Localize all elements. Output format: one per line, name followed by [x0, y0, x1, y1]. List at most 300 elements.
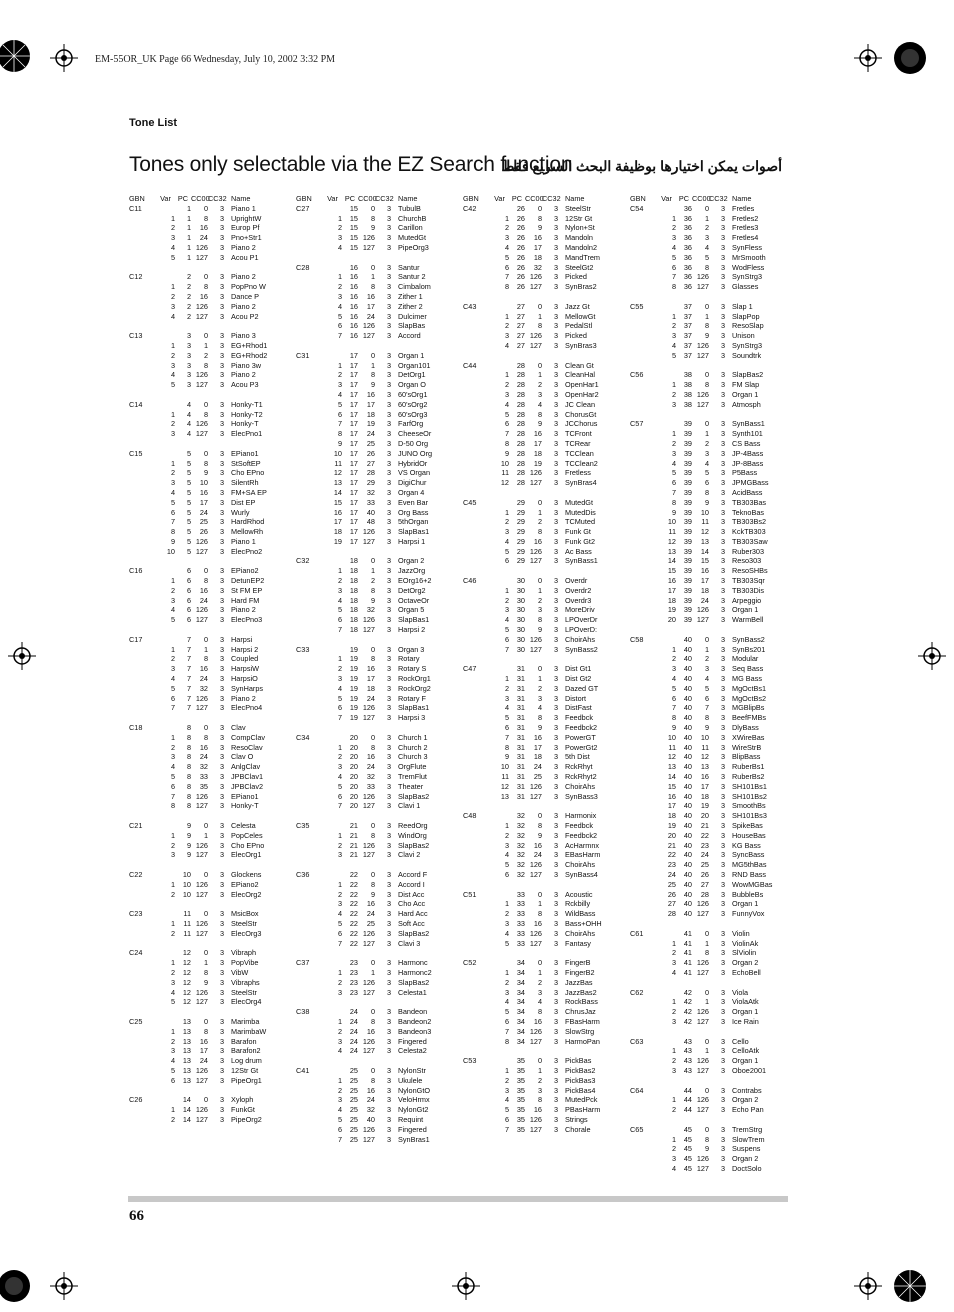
pc-cell: 40: [683, 801, 692, 811]
gbn-cell: C38: [296, 1007, 310, 1017]
pc-cell: 22: [349, 909, 358, 919]
name-cell: Glasses: [732, 282, 759, 292]
gbn-cell: [463, 390, 490, 400]
pc-cell: 19: [349, 713, 358, 723]
pc-cell: 29: [516, 546, 525, 556]
tone-row: [463, 909, 623, 919]
var-cell: 1: [337, 360, 342, 370]
pc-cell: 22: [349, 869, 358, 879]
gbn-cell: [463, 478, 490, 488]
var-cell: 3: [671, 958, 676, 968]
tone-row: [630, 929, 790, 939]
cc00-cell: 126: [195, 840, 208, 850]
name-cell: Organ 1: [398, 350, 425, 360]
gbn-cell: [630, 498, 657, 508]
pc-cell: 28: [516, 448, 525, 458]
gbn-cell: C53: [463, 1056, 477, 1066]
gbn-cell: [463, 743, 490, 753]
name-cell: ResoSHBs: [732, 566, 768, 576]
pc-cell: 34: [516, 977, 525, 987]
pc-cell: 35: [516, 1105, 525, 1115]
gbn-cell: [296, 1095, 323, 1105]
gbn-cell: [630, 253, 657, 263]
pc-cell: 36: [683, 262, 692, 272]
gbn-cell: [129, 645, 156, 655]
pc-cell: 28: [516, 380, 525, 390]
cc00-cell: 126: [362, 977, 375, 987]
pc-cell: 30: [516, 644, 525, 654]
tone-row: [463, 370, 623, 380]
cc00-cell: 126: [529, 781, 542, 791]
gbn-cell: [630, 1135, 657, 1145]
gbn-cell: [463, 517, 490, 527]
var-cell: 1: [504, 585, 509, 595]
pc-cell: 37: [683, 350, 692, 360]
cc32-cell: 3: [553, 830, 558, 840]
cc32-cell: 3: [219, 527, 224, 537]
gbn-cell: [129, 380, 156, 390]
cc00-cell: 127: [195, 546, 208, 556]
pc-cell: 36: [683, 272, 692, 282]
cc00-cell: 127: [696, 282, 709, 292]
pc-cell: 40: [683, 634, 692, 644]
gbn-cell: C58: [630, 634, 644, 644]
pc-cell: 5: [186, 448, 191, 458]
name-cell: ChurchB: [398, 213, 427, 223]
cc32-cell: 3: [386, 938, 391, 948]
var-cell: 11: [668, 527, 676, 537]
name-cell: Rotary S: [398, 664, 427, 674]
var-cell: 6: [170, 781, 175, 791]
var-cell: [156, 400, 175, 410]
tone-row: [630, 752, 790, 762]
var-cell: 16: [667, 576, 676, 586]
cc32-cell: 3: [720, 546, 725, 556]
var-cell: 1: [504, 674, 509, 684]
tone-row: [129, 762, 289, 772]
pc-cell: 24: [349, 1026, 358, 1036]
gbn-cell: [630, 841, 657, 851]
gbn-cell: [296, 713, 323, 723]
cc00-cell: 8: [537, 527, 542, 537]
var-cell: 5: [504, 546, 509, 556]
tone-row: [630, 566, 790, 576]
cc00-cell: 126: [696, 899, 709, 909]
cc00-cell: 8: [537, 213, 542, 223]
name-cell: AnlgClav: [231, 762, 261, 772]
var-cell: 1: [170, 576, 175, 586]
cc00-cell: 11: [701, 517, 709, 527]
name-cell: Wurly: [231, 507, 250, 517]
var-cell: 17: [667, 801, 676, 811]
cc32-cell: 3: [720, 693, 725, 703]
pc-cell: 11: [183, 918, 191, 928]
cc00-cell: 16: [533, 1016, 542, 1026]
cc32-cell: 3: [219, 507, 224, 517]
tone-row: [463, 312, 623, 322]
cc00-cell: 22: [700, 830, 709, 840]
pc-cell: 39: [683, 517, 692, 527]
pc-cell: 16: [349, 262, 358, 272]
cc00-cell: 10: [700, 732, 709, 742]
name-cell: ElecOrg3: [231, 928, 262, 938]
cc00-cell: 0: [370, 1007, 375, 1017]
tone-row: [296, 243, 456, 253]
pc-cell: 29: [516, 517, 525, 527]
name-cell: SH101Bs3: [732, 811, 767, 821]
gbn-cell: [630, 713, 657, 723]
var-cell: 7: [671, 272, 676, 282]
var-cell: 2: [337, 977, 342, 987]
cc00-cell: 126: [362, 1036, 375, 1046]
cc00-cell: 0: [203, 869, 208, 879]
cc00-cell: 1: [537, 585, 542, 595]
var-cell: [156, 723, 175, 733]
name-cell: RockOrg2: [398, 683, 431, 693]
pc-cell: 36: [683, 282, 692, 292]
gbn-cell: [296, 508, 323, 518]
tone-row: [296, 1086, 456, 1096]
name-cell: EPiano2: [231, 566, 259, 576]
cc32-cell: 3: [219, 272, 224, 282]
name-cell: Harpsi: [231, 634, 253, 644]
var-cell: 5: [504, 1105, 509, 1115]
cc32-cell: 3: [553, 399, 558, 409]
tone-row: [463, 919, 623, 929]
column-header-row: [463, 194, 623, 204]
tone-row: [463, 556, 623, 566]
gbn-cell: [463, 400, 490, 410]
pc-cell: 40: [683, 713, 692, 723]
var-cell: 1: [170, 340, 175, 350]
var-cell: 5: [170, 252, 175, 262]
cc00-cell: 126: [362, 321, 375, 331]
gbn-cell: [630, 870, 657, 880]
pc-cell: 7: [186, 664, 191, 674]
gbn-cell: [296, 1027, 323, 1037]
cc32-header: CC32: [208, 194, 227, 203]
pc-cell: 32: [516, 869, 525, 879]
tone-row: [630, 841, 790, 851]
tone-row: [630, 899, 790, 909]
tone-row: [630, 968, 790, 978]
name-cell: RockOrg1: [398, 674, 431, 684]
pc-cell: 40: [683, 683, 692, 693]
gbn-cell: [129, 890, 156, 900]
gbn-cell: C22: [129, 869, 143, 879]
pc-cell: 26: [516, 213, 525, 223]
tone-row: [296, 498, 456, 508]
cc32-cell: 3: [553, 468, 558, 478]
tone-row: [129, 909, 289, 919]
name-cell: SynBs201: [732, 644, 766, 654]
gbn-cell: [129, 762, 156, 772]
tone-row: [630, 341, 790, 351]
cc00-cell: 0: [203, 448, 208, 458]
cc00-cell: 2: [370, 576, 375, 586]
pc-cell: 20: [349, 772, 358, 782]
tone-row: [463, 537, 623, 547]
tone-row: [129, 733, 289, 743]
cc32-cell: 3: [553, 811, 558, 821]
var-cell: 3: [671, 233, 676, 243]
pc-cell: 30: [516, 625, 525, 635]
cc32-cell: 3: [386, 713, 391, 723]
gbn-cell: [296, 850, 323, 860]
pc-cell: 8: [186, 762, 191, 772]
gbn-cell: [630, 703, 657, 713]
cc00-cell: 27: [700, 879, 709, 889]
tone-row: [463, 1076, 623, 1086]
gbn-cell: [296, 762, 323, 772]
pc-cell: 39: [683, 527, 692, 537]
tone-row: [463, 508, 623, 518]
cc00-cell: 3: [537, 389, 542, 399]
tone-row: [129, 801, 289, 811]
var-cell: 18: [333, 527, 342, 537]
cc32-cell: 3: [219, 536, 224, 546]
cc32-cell: 3: [720, 791, 725, 801]
gbn-cell: [296, 978, 323, 988]
var-cell: 5: [170, 683, 175, 693]
tone-row: [296, 1007, 456, 1017]
cc32-cell: 3: [386, 840, 391, 850]
pc-cell: 25: [349, 1124, 358, 1134]
cc00-cell: 16: [533, 1105, 542, 1115]
cc32-cell: 3: [720, 1144, 725, 1154]
cc00-cell: 17: [366, 674, 375, 684]
pc-cell: 5: [186, 517, 191, 527]
name-cell: Soft Acc: [398, 918, 425, 928]
pc-cell: 16: [349, 272, 358, 282]
gbn-cell: [296, 782, 323, 792]
tone-row: [630, 204, 790, 214]
gbn-cell: [630, 566, 657, 576]
cc00-cell: 126: [696, 1154, 709, 1164]
tone-row: [630, 1017, 790, 1027]
tone-row: [296, 410, 456, 420]
pc-cell: 6: [186, 566, 191, 576]
var-cell: 3: [504, 840, 509, 850]
cc32-cell: 3: [386, 909, 391, 919]
cc00-cell: 9: [537, 830, 542, 840]
name-cell: 60'sOrg1: [398, 389, 428, 399]
name-cell: SyncBass: [732, 850, 765, 860]
cc32-cell: 3: [720, 615, 725, 625]
cc00-cell: 127: [195, 928, 208, 938]
cc32-cell: 3: [553, 899, 558, 909]
tone-row: [296, 674, 456, 684]
var-cell: 3: [337, 1036, 342, 1046]
cc00-cell: 8: [370, 213, 375, 223]
cc32-cell: 3: [219, 909, 224, 919]
cc00-cell: 17: [199, 1046, 208, 1056]
cc32-cell: 3: [720, 576, 725, 586]
pc-header: PC: [177, 194, 189, 203]
cc00-cell: 127: [529, 478, 542, 488]
cc32-cell: 3: [720, 419, 725, 429]
pc-cell: 39: [683, 458, 692, 468]
registration-mark-bottom-left: [50, 1272, 78, 1300]
name-cell: Hard Acc: [398, 909, 428, 919]
cc32-cell: 3: [720, 458, 725, 468]
cc00-cell: 127: [362, 850, 375, 860]
var-cell: [490, 958, 509, 968]
cc32-cell: 3: [219, 468, 224, 478]
cc00-cell: 0: [704, 370, 709, 380]
tone-row: [296, 1125, 456, 1135]
pc-cell: 42: [683, 997, 692, 1007]
cc32-cell: 3: [219, 252, 224, 262]
gbn-cell: [296, 1105, 323, 1115]
cc32-cell: 3: [386, 742, 391, 752]
gbn-cell: C33: [296, 644, 310, 654]
running-header: EM-55OR_UK Page 66 Wednesday, July 10, 2002 3:32 PM: [95, 54, 336, 65]
cc32-cell: 3: [553, 331, 558, 341]
cc32-cell: 3: [219, 693, 224, 703]
cc00-cell: 16: [199, 487, 208, 497]
pc-cell: 17: [349, 458, 358, 468]
name-cell: JazzOrg: [398, 566, 426, 576]
var-cell: 1: [671, 311, 676, 321]
cc00-cell: 16: [199, 223, 208, 233]
tone-row: [296, 909, 456, 919]
pc-cell: 39: [683, 448, 692, 458]
tone-row: [630, 1066, 790, 1076]
pc-cell: 29: [516, 556, 525, 566]
cc32-cell: 3: [219, 1046, 224, 1056]
cc00-cell: 126: [195, 370, 208, 380]
var-cell: 3: [671, 1016, 676, 1026]
gbn-cell: [630, 743, 657, 753]
name-cell: HarmoPan: [565, 1036, 600, 1046]
cc32-cell: 3: [553, 1056, 558, 1066]
cc32-cell: 3: [219, 654, 224, 664]
pc-cell: 6: [186, 605, 191, 615]
cc00-cell: 126: [529, 860, 542, 870]
gbn-cell: [129, 596, 156, 606]
cc32-cell: 3: [553, 781, 558, 791]
pc-cell: 17: [349, 429, 358, 439]
cc32-cell: 3: [219, 958, 224, 968]
gbn-cell: [463, 997, 490, 1007]
pc-cell: 22: [349, 879, 358, 889]
gbn-cell: [296, 1037, 323, 1047]
pc-cell: 40: [683, 644, 692, 654]
tone-row: [463, 1066, 623, 1076]
cc00-cell: 0: [203, 399, 208, 409]
pc-cell: 39: [683, 605, 692, 615]
cc32-cell: 3: [386, 331, 391, 341]
name-cell: Dulcimer: [398, 311, 427, 321]
name-cell: Dist Gt1: [565, 664, 592, 674]
pc-cell: 19: [349, 683, 358, 693]
cc32-cell: 3: [386, 478, 391, 488]
name-cell: Suspens: [732, 1144, 761, 1154]
cc32-cell: 3: [219, 977, 224, 987]
cc00-cell: 3: [704, 448, 709, 458]
name-cell: CheeseOr: [398, 429, 432, 439]
name-cell: Harpsi 2: [231, 644, 259, 654]
cc00-cell: 14: [700, 546, 709, 556]
gbn-cell: [129, 605, 156, 615]
pc-cell: 3: [186, 331, 191, 341]
var-cell: 5: [170, 1065, 175, 1075]
cc00-cell: 127: [195, 252, 208, 262]
cc00-cell: 8: [203, 732, 208, 742]
cc32-cell: 3: [553, 448, 558, 458]
gbn-cell: [463, 674, 490, 684]
tone-row: [296, 508, 456, 518]
cc00-cell: 8: [203, 409, 208, 419]
cc00-cell: 24: [366, 693, 375, 703]
name-cell: HarpsiO: [231, 674, 258, 684]
gbn-cell: C13: [129, 331, 143, 341]
tone-row: [296, 419, 456, 429]
gbn-cell: C57: [630, 419, 644, 429]
gbn-cell: [630, 762, 657, 772]
var-cell: 2: [170, 889, 175, 899]
gbn-cell: [296, 292, 323, 302]
pc-cell: 33: [516, 918, 525, 928]
gbn-cell: C21: [129, 821, 143, 830]
var-cell: 5: [671, 252, 676, 262]
tone-row: [630, 674, 790, 684]
cc32-cell: 3: [219, 781, 224, 791]
gbn-cell: [463, 694, 490, 704]
var-cell: 8: [671, 713, 676, 723]
pc-cell: 40: [683, 703, 692, 713]
gbn-cell: [463, 331, 490, 341]
cc00-cell: 32: [366, 772, 375, 782]
pc-cell: 15: [349, 203, 358, 213]
name-cell: SlViolin: [732, 948, 757, 958]
tone-row: [129, 361, 289, 371]
var-cell: 7: [337, 713, 342, 723]
var-cell: 2: [504, 977, 509, 987]
column-header-row: [129, 194, 289, 204]
var-cell: 4: [170, 242, 175, 252]
cc32-cell: 3: [386, 487, 391, 497]
tone-row: [463, 1007, 623, 1017]
name-cell: Organ 2: [732, 1095, 759, 1105]
name-cell: JC Clean: [565, 399, 596, 409]
cc00-cell: 8: [537, 1095, 542, 1105]
cc32-cell: 3: [553, 958, 558, 968]
pc-cell: 12: [182, 977, 191, 987]
pc-cell: 40: [683, 879, 692, 889]
cc00-cell: 127: [529, 938, 542, 948]
name-cell: Cho EPno: [231, 468, 265, 478]
cc00-cell: 5: [704, 468, 709, 478]
name-cell: Acoustic: [565, 889, 593, 899]
tone-column-2: [296, 194, 456, 1144]
cc32-cell: 3: [219, 664, 224, 674]
cc00-cell: 32: [199, 762, 208, 772]
pc-cell: 5: [186, 536, 191, 546]
cc00-cell: 8: [704, 487, 709, 497]
name-cell: TubulB: [398, 203, 421, 213]
gbn-cell: [296, 586, 323, 596]
cc32-cell: 3: [553, 311, 558, 321]
gbn-cell: [296, 321, 323, 331]
gbn-cell: [463, 272, 490, 282]
cc32-cell: 3: [553, 321, 558, 331]
pc-cell: 17: [349, 478, 358, 488]
cc32-cell: 3: [720, 252, 725, 262]
var-cell: 7: [504, 644, 509, 654]
var-cell: 1: [170, 282, 175, 292]
